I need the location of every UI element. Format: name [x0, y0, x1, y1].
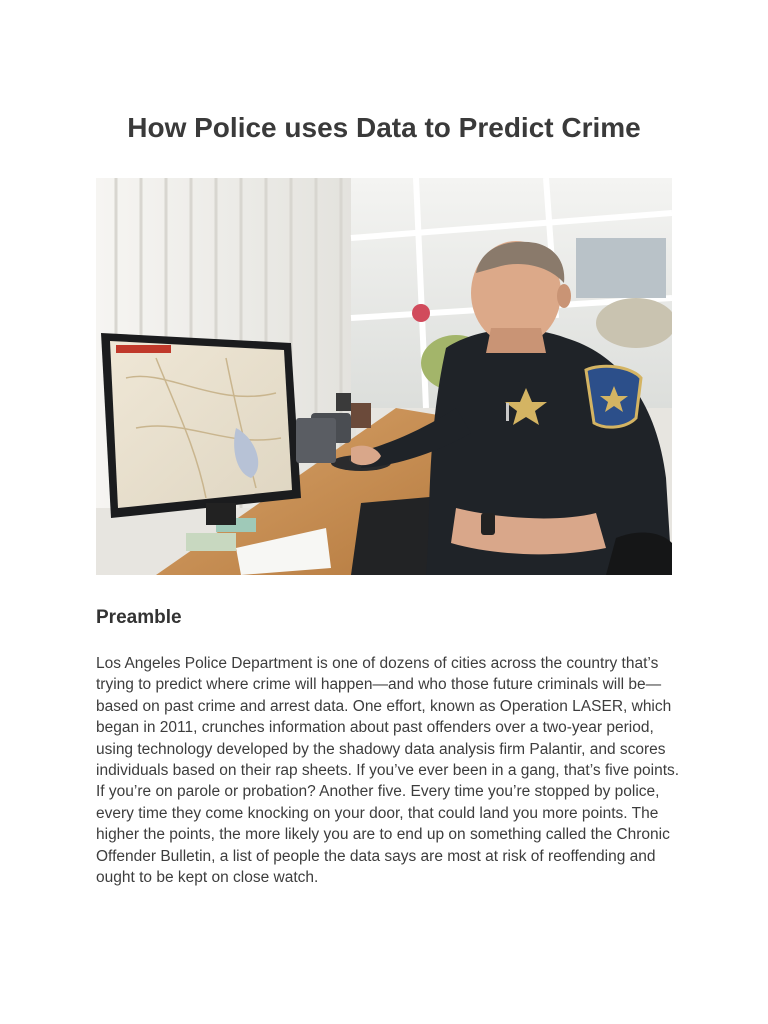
photo-officer-at-computer-icon [96, 178, 672, 575]
section-heading: Preamble [96, 607, 182, 628]
article-photo [96, 178, 672, 575]
section-paragraph: Los Angeles Police Department is one of dozens of cities across the country that’s trying to predict where crime will happen—and who those future criminals will be—based on past crime and arrest data. One effort, known as Operation LASER, which began in 2011, crunches information about past offenders over a two-year period, using technology developed by the shadowy data analysis firm Palantir, and scores individuals based on their rap sheets. If you’ve ever been in a gang, that’s five points. If you’re on parole or probation? Another five. Every time you’re stopped by police, every time they come knocking on your door, that could land you more points. The higher the points, the more likely you are to end up on something called the Chronic Offender Bulletin, a list of people the data says are most at risk of reoffending and ought to be kept on close watch. [96, 655, 680, 887]
page-title: How Police uses Data to Predict Crime [127, 112, 641, 143]
